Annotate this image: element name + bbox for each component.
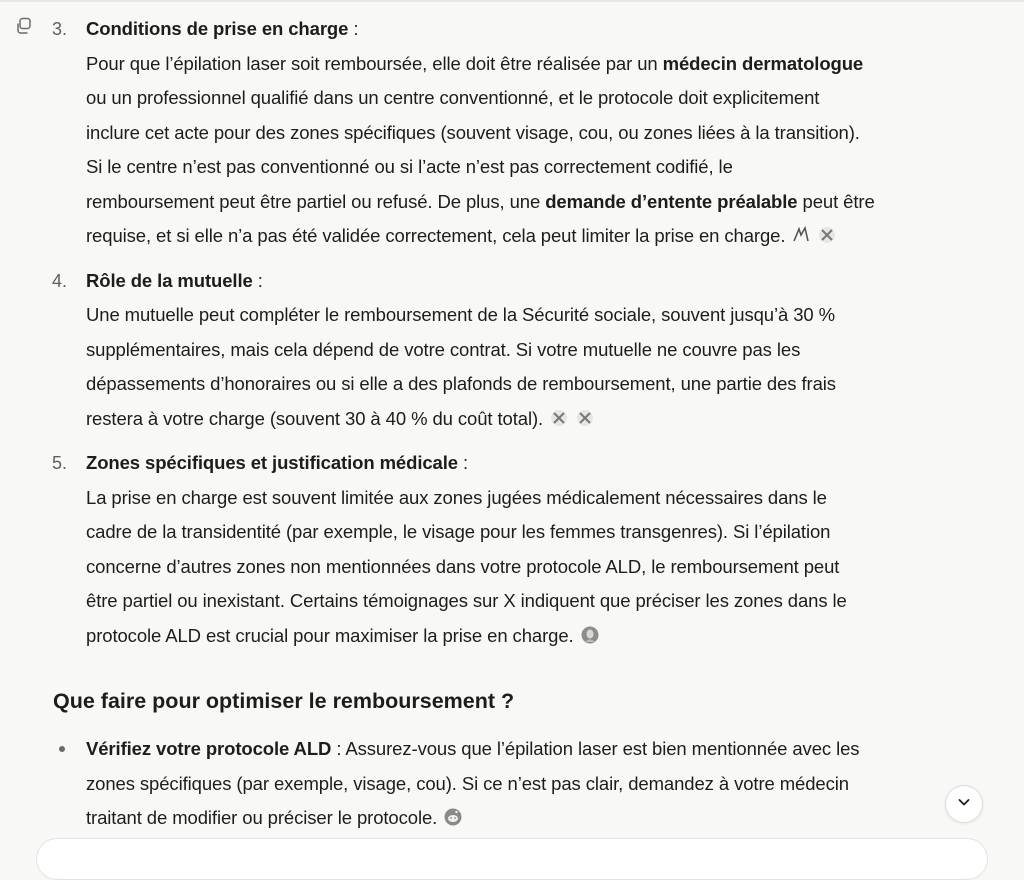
source-favicon-icon[interactable] <box>791 225 811 245</box>
bullet-title: Vérifiez votre protocole ALD <box>86 738 332 759</box>
source-favicon-icon[interactable] <box>549 408 569 428</box>
message-composer[interactable] <box>36 838 988 880</box>
section-heading: Que faire pour optimiser le remboursement ? <box>53 689 515 713</box>
top-divider <box>0 0 1024 2</box>
item-title: Conditions de prise en charge <box>86 18 349 39</box>
source-favicon-icon[interactable] <box>580 625 600 645</box>
bullet-dot <box>59 746 65 752</box>
list-number: 4. <box>52 270 68 291</box>
list-number: 5. <box>52 453 68 473</box>
list-item: 4. Rôle de la mutuelle : Une mutuelle peut compléter le remboursement de la Sécurité sociale, souvent jusqu’à 30 % supplémentaires, mais cela dépend de votre contrat. Si votre mutuelle ne couvre pas les dépassements d’honoraires ou si elle a des plafonds de remboursement, une partie des frais restera à votre charge (souvent 30 à 40 % du coût total). <box>0 264 966 437</box>
list-number: 3. <box>52 19 68 39</box>
list-item: 3. Conditions de prise en charge : Pour que l’épilation laser soit remboursée, elle doit être réalisée par un médecin dermatologue ou un professionnel qualifié dans un centre conventionné, et le protocole doit explicitement inclure cet acte pour des zones spécifiques (souvent visage, cou, ou zones liées à la transition). Si le centre n’est pas conventionné ou si l’acte n’est pas correctement codifié, le remboursement peut être partiel ou refusé. De plus, une demande d’entente préalable peut être requise, et si elle n’a pas été validée correctement, cela peut limiter la prise en charge. <box>0 12 966 254</box>
bullet-item: Vérifiez votre protocole ALD : Assurez-vous que l’épilation laser est bien mentionnée avec les zones spécifiques (par exemple, visage, cou). Si ce n’est pas clair, demandez à votre médecin traitant de modifier ou préciser le protocole. <box>0 732 1024 836</box>
source-favicon-icon[interactable] <box>443 807 463 827</box>
source-favicon-icon[interactable] <box>817 225 837 245</box>
source-favicon-icon[interactable] <box>575 408 595 428</box>
response-content <box>0 12 1024 836</box>
scroll-down-button[interactable] <box>945 785 983 823</box>
list-item: 5. Zones spécifiques et justification médicale : La prise en charge est souvent limitée aux zones jugées médicalement nécessaires dans le cadre de la transidentité (par exemple, le visage pour les femmes transgenres). Si l’épilation concerne d’autres zones non mentionnées dans votre protocole ALD, le remboursement peut être partiel ou inexistant. Certains témoignages sur X indiquent que préciser les zones dans le protocole ALD est crucial pour maximiser la prise en charge. <box>0 446 966 653</box>
chevron-down-icon <box>956 794 972 815</box>
item-title: Zones spécifiques et justification médicale <box>86 452 458 473</box>
item-title: Rôle de la mutuelle <box>86 269 253 291</box>
